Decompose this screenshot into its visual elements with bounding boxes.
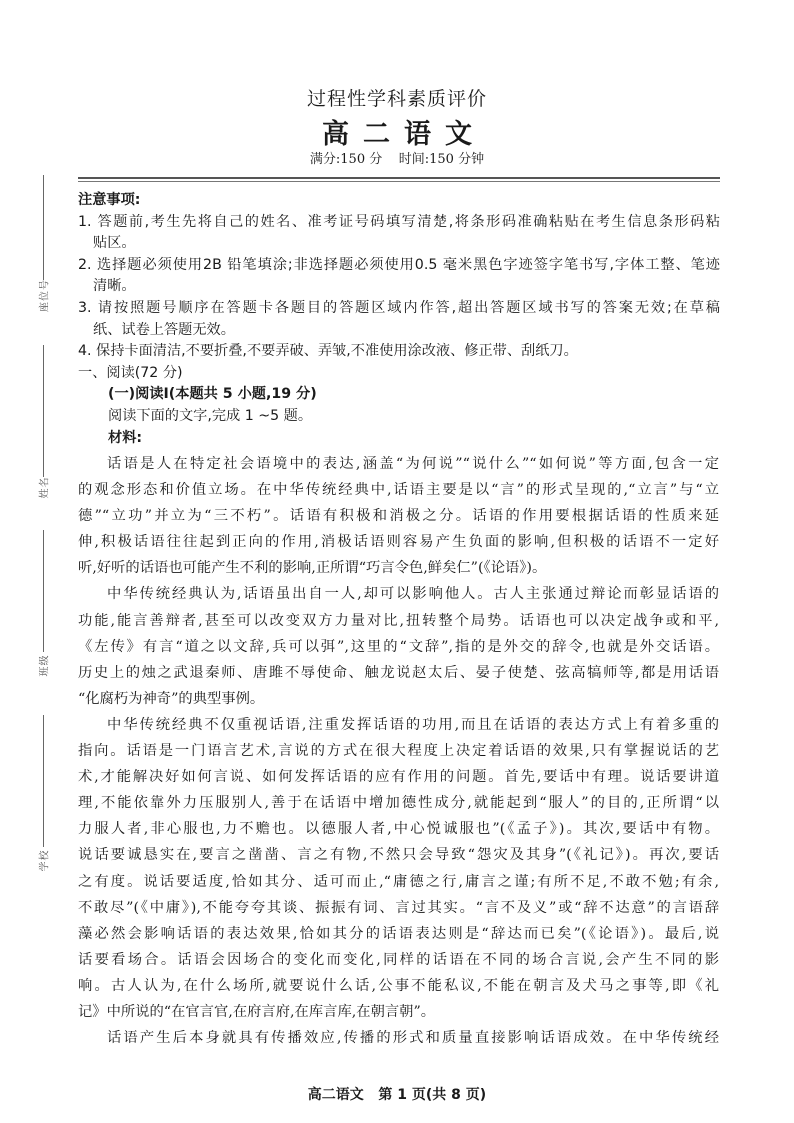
note-item-2: 2. 选择题必须使用2B 铅笔填涂;非选择题必须使用0.5 毫米黑色字迹签字笔书写,字体工整、笔迹 [78, 256, 720, 273]
passage-line: 听,好听的话语也可能产生不利的影响,正所谓“巧言令色,鲜矣仁”(《论语》)。 [78, 560, 547, 577]
passage-line: 历史上的烛之武退秦师、唐雎不辱使命、触龙说赵太后、晏子使楚、弦高犒师等,都是用话语 [78, 664, 719, 681]
passage-line: 理,不能依靠外力压服别人,善于在话语中增加德性成分,就能起到“服人”的目的,正所谓“以 [78, 795, 719, 812]
passage-line: 话要看场合。话语会因场合的变化而变化,同样的话语在不同的场合言说,会产生不同的影 [78, 951, 719, 968]
section-title: 一、阅读(72 分) [78, 364, 183, 381]
page-footer: 高二语文 第 1 页(共 8 页) [307, 1087, 487, 1103]
seat-number-line[interactable] [43, 175, 44, 280]
passage-line: “化腐朽为神奇”的典型事例。 [78, 690, 265, 707]
passage-line: 不敢尽”(《中庸》),不能夸夸其谈、振振有词、言过其实。“言不及义”或“辞不达意”的言语辞 [78, 899, 719, 916]
reading-passage [78, 451, 719, 1051]
header-divider-thin [78, 181, 720, 182]
seat-number-label: 座位号 [39, 279, 51, 312]
school-line[interactable] [43, 715, 44, 847]
passage-line: 伸,积极话语往往起到正向的作用,消极话语则容易产生负面的影响,但积极的话语不一定好 [78, 534, 719, 551]
note-item-3: 3. 请按照题号顺序在答题卡各题目的答题区域内作答,超出答题区域书写的答案无效;在草稿 [78, 299, 720, 316]
name-label: 姓名 [39, 476, 51, 499]
material-label: 材料: [108, 429, 143, 446]
note-item-4: 4. 保持卡面清洁,不要折叠,不要弄破、弄皱,不准使用涂改液、修正带、刮纸刀。 [78, 343, 578, 360]
school-label: 学校 [39, 849, 51, 872]
note-item-1: 1. 答题前,考生先将自己的姓名、准考证号码填写清楚,将条形码准确粘贴在考生信息条形码粘 [78, 213, 720, 230]
reading-instruction: 阅读下面的文字,完成 1 ~5 题。 [108, 407, 313, 424]
passage-line: 话语是人在特定社会语境中的表达,涵盖“为何说”“说什么”“如何说”等方面,包含一定 [107, 456, 719, 472]
exam-subtitle: 过程性学科素质评价 [306, 88, 487, 110]
passage-line: 德”“立功”并立为“三不朽”。话语有积极和消极之分。话语的作用要根据话语的性质来延 [78, 508, 719, 525]
passage-line: 中华传统经典不仅重视话语,注重发挥话语的功用,而且在话语的表达方式上有着多重的 [107, 716, 719, 733]
passage-line: 力服人者,非心服也,力不赡也。以德服人者,中心悦诚服也”(《孟子》)。其次,要话中有物。 [78, 821, 719, 838]
header-divider [78, 177, 720, 179]
passage-line: 记》中所说的“在官言官,在府言府,在库言库,在朝言朝”。 [78, 1003, 436, 1020]
subsection-title: (一)阅读Ⅰ(本题共 5 小题,19 分) [108, 386, 317, 403]
notes-heading: 注意事项: [78, 192, 141, 208]
score-time-info: 满分:150 分 时间:150 分钟 [309, 152, 485, 167]
passage-line: 之有度。说话要适度,恰如其分、适可而止,“庸德之行,庸言之谨;有所不足,不敢不勉;有余, [78, 873, 719, 890]
passage-line: 术,才能解决好如何言说、如何发挥话语的应有作用的问题。首先,要话中有理。说话要讲道 [78, 769, 719, 786]
passage-line: 说话要诚恳实在,要言之凿凿、言之有物,不然只会导致“怨灾及其身”(《礼记》)。再次,要话 [78, 847, 719, 864]
passage-line: 指向。话语是一门语言艺术,言说的方式在很大程度上决定着话语的效果,只有掌握说话的艺 [78, 743, 719, 760]
note-item-1-cont: 贴区。 [93, 235, 136, 252]
passage-line: 响。古人认为,在什么场所,就要说什么话,公事不能私议,不能在朝言及犬马之事等,即《礼 [78, 977, 719, 994]
notes-section [78, 190, 720, 449]
passage-line: 《左传》有言“道之以文辞,兵可以弭”,这里的“文辞”,指的是外交的辞令,也就是外交话语。 [78, 638, 719, 655]
name-line[interactable] [43, 345, 44, 477]
note-item-2-cont: 清晰。 [93, 278, 136, 295]
note-item-3-cont: 纸、试卷上答题无效。 [93, 321, 235, 338]
passage-line: 中华传统经典认为,话语虽出自一人,却可以影响他人。古人主张通过辩论而彰显话语的 [107, 586, 719, 603]
class-label: 班级 [39, 654, 51, 677]
class-line[interactable] [43, 530, 44, 652]
passage-line: 功能,能言善辩者,甚至可以改变双方力量对比,扭转整个局势。话语也可以决定战争或和平, [78, 612, 719, 629]
passage-line: 的观念形态和价值立场。在中华传统经典中,话语主要是以“言”的形式呈现的,“立言”与“立 [78, 482, 719, 499]
passage-line: 话语产生后本身就具有传播效应,传播的形式和质量直接影响话语成效。在中华传统经 [107, 1030, 719, 1047]
passage-line: 藻必然会影响话语的表达效果,恰如其分的话语表达则是“辞达而已矣”(《论语》)。最后,说 [78, 925, 719, 942]
exam-title: 高二语文 [322, 119, 486, 150]
